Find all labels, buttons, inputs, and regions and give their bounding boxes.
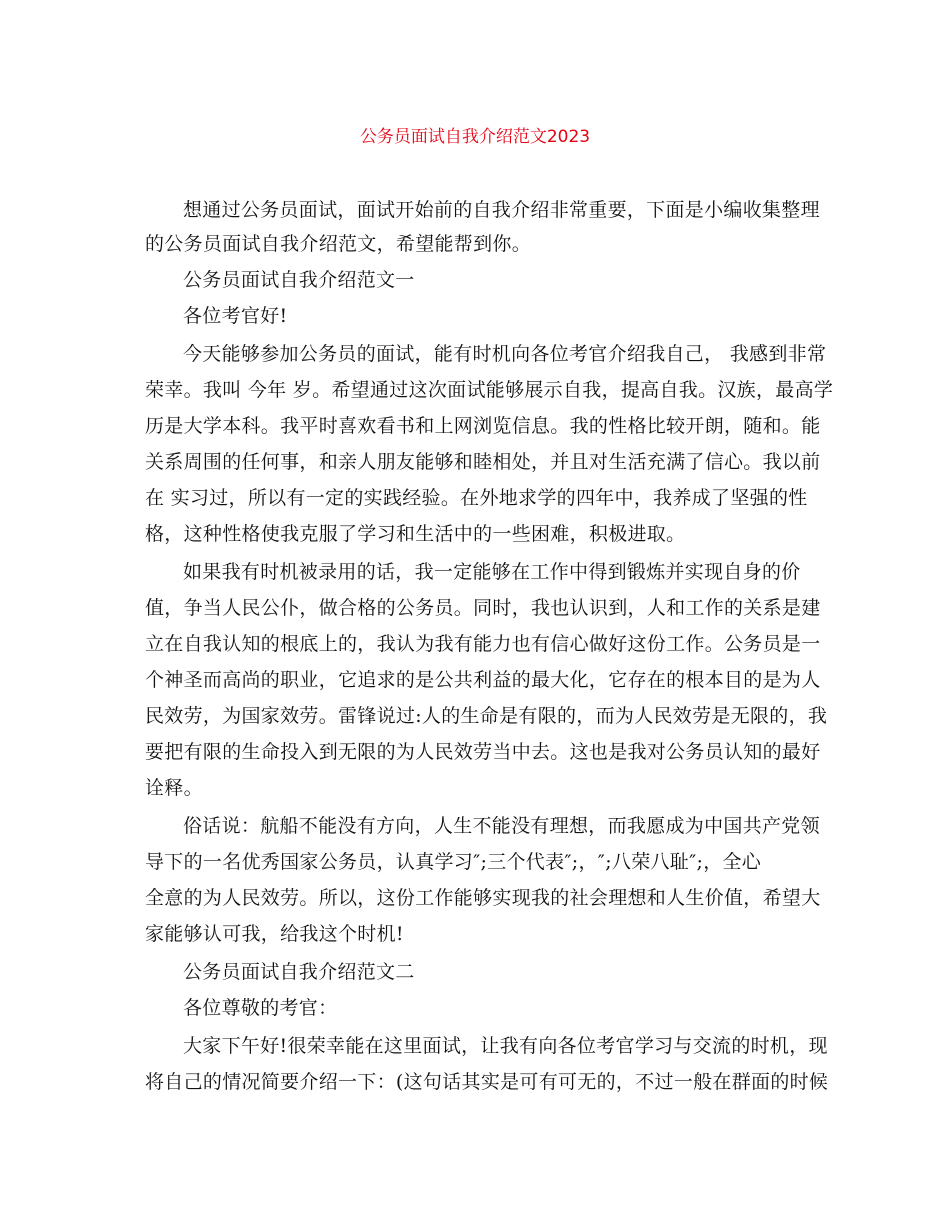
paragraph-line: 今天能够参加公务员的面试，能有时机向各位考官介绍我自己， 我感到非常: [183, 343, 827, 365]
paragraph-line: 历是大学本科。我平时喜欢看书和上网浏览信息。我的性格比较开朗，随和。能: [145, 415, 821, 437]
document-title: 公务员面试自我介绍范文2023: [359, 127, 591, 147]
paragraph-line: 俗话说：航船不能没有方向，人生不能没有理想，而我愿成为中国共产党领: [183, 815, 820, 837]
greeting-line: 各位尊敬的考官：: [183, 997, 338, 1019]
paragraph-line: 的公务员面试自我介绍范文，希望能帮到你。: [145, 233, 532, 255]
section-heading: 公务员面试自我介绍范文二: [183, 961, 415, 983]
paragraph-line: 如果我有时机被录用的话，我一定能够在工作中得到锻炼并实现自身的价: [183, 561, 801, 583]
paragraph-line: 关系周围的任何事，和亲人朋友能够和睦相处，并且对生活充满了信心。我以前: [145, 451, 821, 473]
paragraph-line: 格，这种性格使我克服了学习和生活中的一些困难，积极进取。: [145, 523, 686, 545]
paragraph-line: 导下的一名优秀国家公务员，认真学习″;三个代表″;，″;八荣八耻″;，全心: [145, 851, 762, 873]
paragraph-line: 要把有限的生命投入到无限的为人民效劳当中去。这也是我对公务员认知的最好: [145, 741, 821, 763]
paragraph-line: 在 实习过，所以有一定的实践经验。在外地求学的四年中，我养成了坚强的性: [145, 487, 808, 509]
paragraph-line: 将自己的情况简要介绍一下：(这句话其实是可有可无的，不过一般在群面的时候: [145, 1071, 829, 1093]
paragraph-line: 诠释。: [145, 777, 203, 799]
paragraph-line: 家能够认可我，给我这个时机!: [145, 923, 404, 945]
paragraph-line: 值，争当人民公仆，做合格的公务员。同时，我也认识到，人和工作的关系是建: [145, 597, 821, 619]
paragraph-line: 全意的为人民效劳。所以，这份工作能够实现我的社会理想和人生价值，希望大: [145, 887, 821, 909]
paragraph-line: 荣幸。我叫 今年 岁。希望通过这次面试能够展示自我，提高自我。汉族，最高学: [145, 379, 834, 401]
paragraph-line: 想通过公务员面试，面试开始前的自我介绍非常重要，下面是小编收集整理: [183, 199, 820, 221]
paragraph-line: 立在自我认知的根底上的，我认为我有能力也有信心做好这份工作。公务员是一: [145, 633, 821, 655]
paragraph-line: 个神圣而高尚的职业，它追求的是公共利益的最大化，它存在的根本目的是为人: [145, 669, 821, 691]
paragraph-line: 民效劳，为国家效劳。雷锋说过:人的生命是有限的，而为人民效劳是无限的，我: [145, 705, 828, 727]
paragraph-line: 大家下午好!很荣幸能在这里面试，让我有向各位考官学习与交流的时机，现: [183, 1035, 828, 1057]
section-heading: 公务员面试自我介绍范文一: [183, 269, 415, 291]
greeting-line: 各位考官好!: [183, 305, 288, 327]
